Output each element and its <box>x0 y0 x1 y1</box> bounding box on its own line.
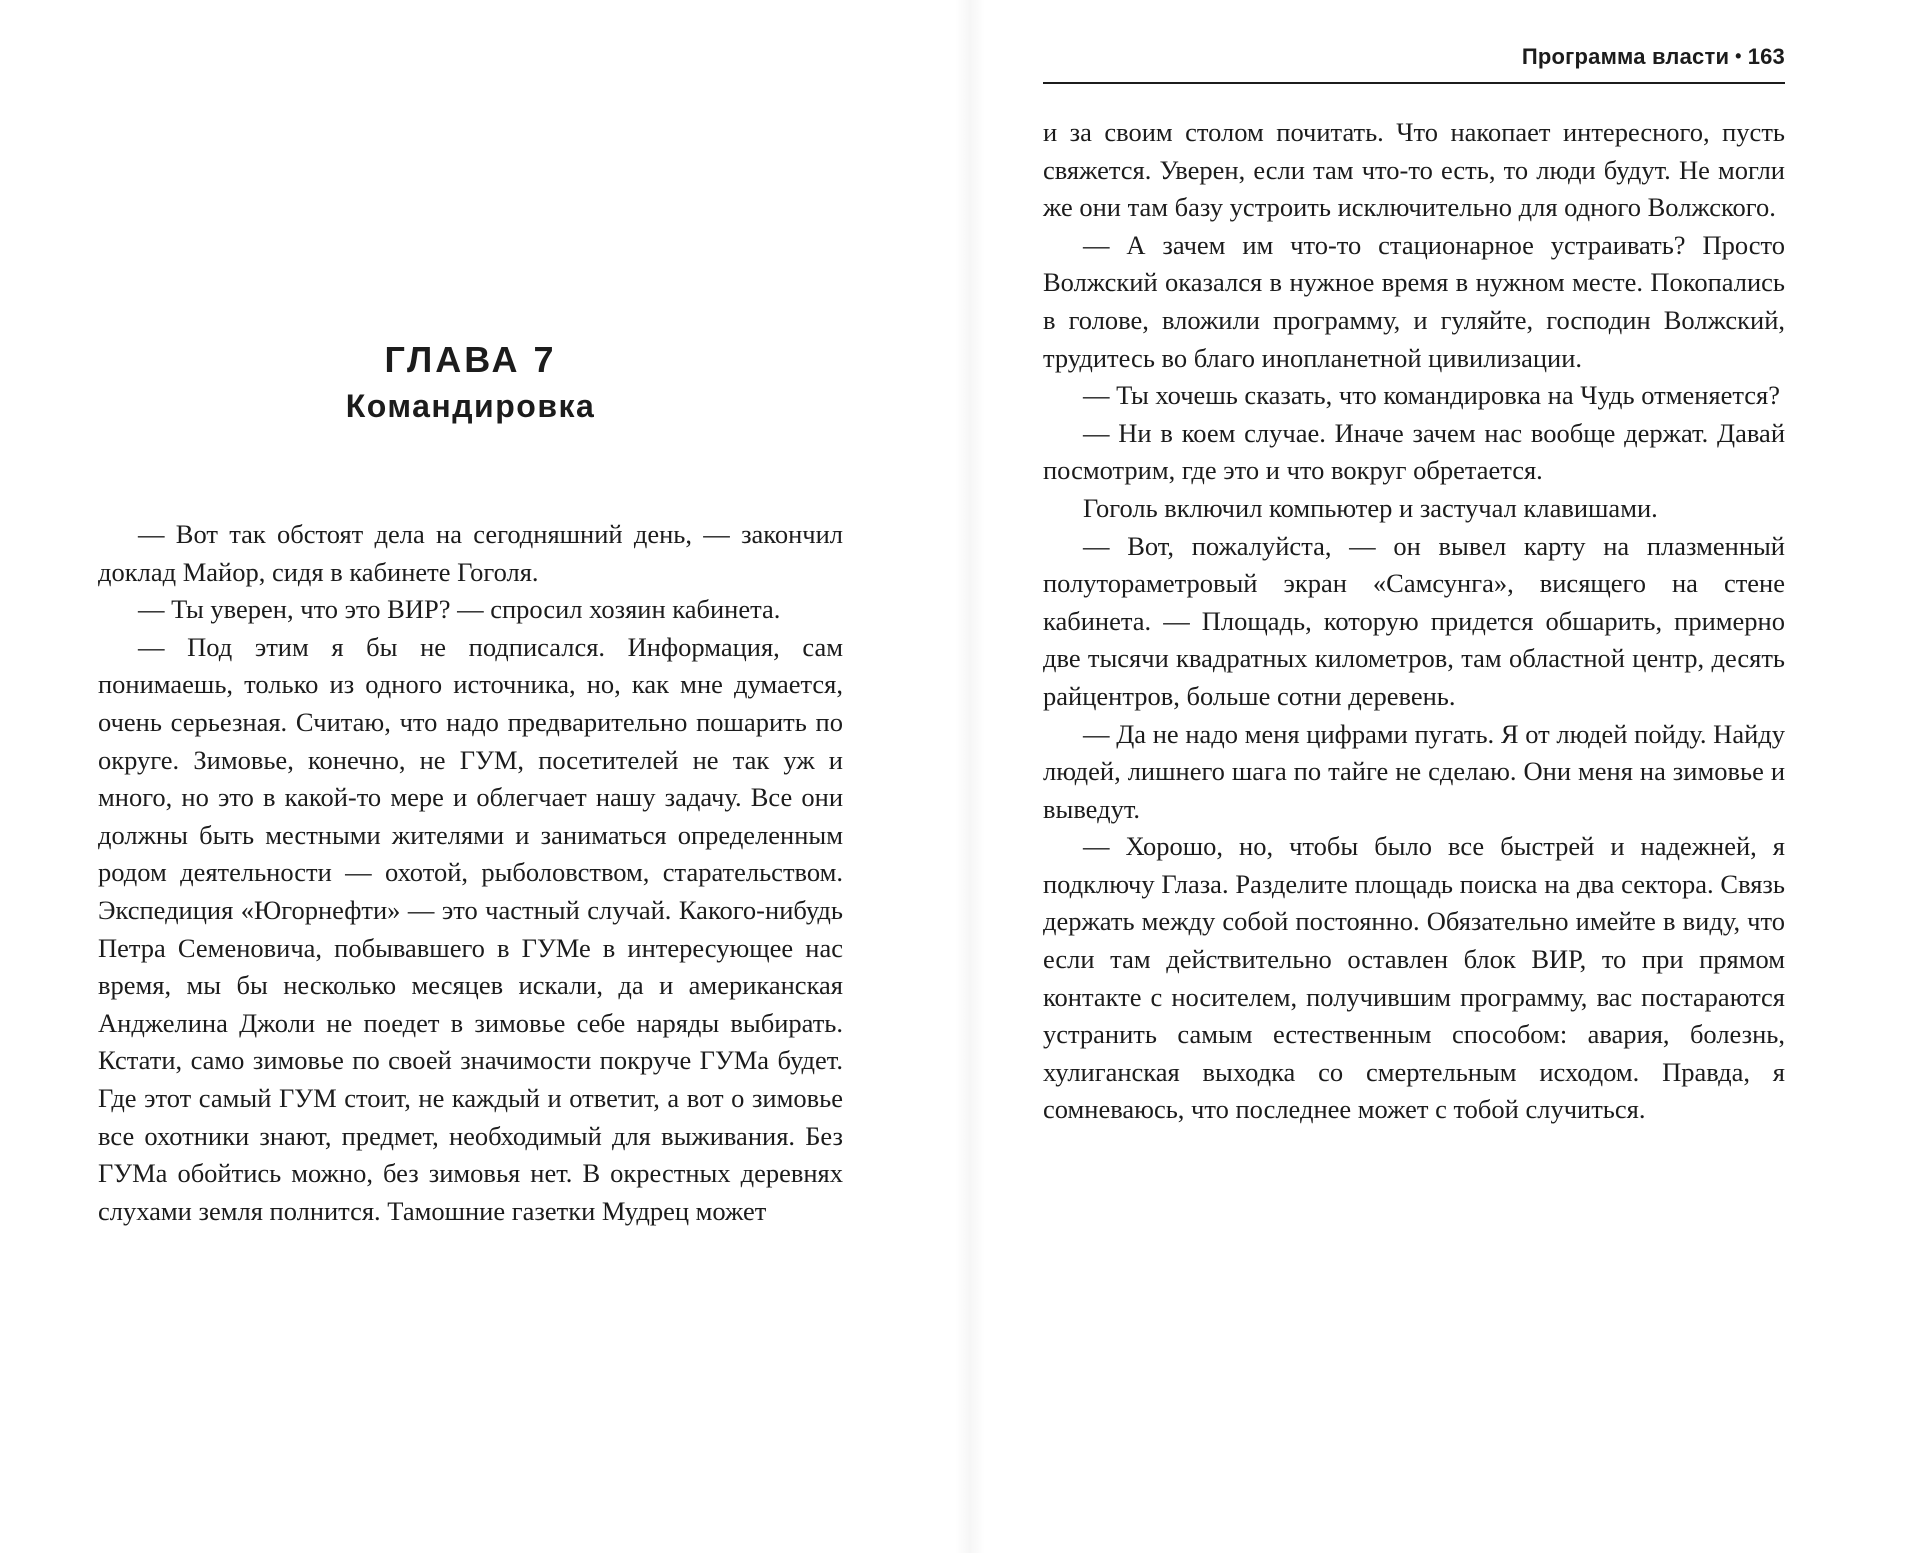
left-page <box>98 0 843 1553</box>
paragraph: — Вот так обстоят дела на сегодняшний день, — закончил доклад Майор, сидя в кабинете Гоголя. <box>98 519 843 587</box>
paragraph: — Под этим я бы не подписался. Информация, сам понимаешь, только из одного источника, но, как мне думается, очень серьезная. Считаю, что надо предварительно пошарить по округе. Зимовье, конечно, не ГУМ, посетителей не так уж и много, но это в какой-то мере и облегчает нашу задачу. Все они должны быть местными жителями и заниматься определенным родом деятельности — охотой, рыболовством, старательством. Экспедиция «Югорнефти» — это частный случай. Какого-нибудь Петра Семеновича, побывавшего в ГУМе в интересующее нас время, мы бы несколько месяцев искали, да и американская Анджелина Джоли не поедет в зимовье себе наряды выбирать. Кстати, само зимовье по своей значимости покруче ГУМа будет. Где этот самый ГУМ стоит, не каждый и ответит, а вот о зимовье все охотники знают, предмет, необходимый для выживания. Без ГУМа обойтись можно, без зимовья нет. В окрестных деревнях слухами земля полнится. Тамошние газетки Мудрец может <box>98 631 843 1226</box>
header-separator: • <box>1735 46 1742 66</box>
chapter-number: ГЛАВА 7 <box>384 339 557 380</box>
paragraph: — Ты хочешь сказать, что командировка на Чудь отменяется? <box>1083 380 1780 411</box>
running-header <box>1043 40 1785 84</box>
right-page <box>1043 0 1785 1553</box>
left-page-text <box>98 516 843 1230</box>
right-page-text <box>1043 114 1785 1129</box>
running-header-title: Программа власти <box>1521 44 1730 69</box>
paragraph: Гоголь включил компьютер и застучал клавишами. <box>1083 492 1658 523</box>
paragraph: — Вот, пожалуйста, — он вывел карту на плазменный полутораметровый экран «Самсунга», висящего на стене кабинета. — Площадь, которую придется обшарить, примерно две тысячи квадратных километров, там областной центр, десять райцентров, больше сотни деревень. <box>1043 530 1785 711</box>
paragraph: — А зачем им что-то стационарное устраивать? Просто Волжский оказался в нужное время в нужном месте. Покопались в голове, вложили программу, и гуляйте, господин Волжский, трудитесь во благо инопланетной цивилизации. <box>1043 229 1785 373</box>
chapter-title: Командировка <box>345 388 596 424</box>
page-number: 163 <box>1747 44 1785 69</box>
paragraph: — Хорошо, но, чтобы было все быстрей и надежней, я подключу Глаза. Разделите площадь поиска на два сектора. Связь держать между собой постоянно. Обязательно имейте в виду, что если там действительно оставлен блок ВИР, то при прямом контакте с носителем, получившим программу, вас постараются устранить самым естественным способом: авария, болезнь, хулиганская выходка со смертельным исходом. Правда, я сомневаюсь, что последнее может с тобой случиться. <box>1043 831 1785 1125</box>
paragraph: — Ты уверен, что это ВИР? — спросил хозяин кабинета. <box>138 594 781 625</box>
chapter-heading <box>98 338 843 428</box>
page-gutter <box>955 0 985 1553</box>
paragraph: — Да не надо меня цифрами пугать. Я от людей пойду. Найду людей, лишнего шага по тайге не сделаю. Они меня на зимовье и выведут. <box>1043 718 1785 824</box>
paragraph-continued: и за своим столом почитать. Что накопает интересного, пусть свяжется. Уверен, если там что-то есть, то люди будут. Не могли же они там базу устроить исключительно для одного Волжского. <box>1043 117 1785 223</box>
paragraph: — Ни в коем случае. Иначе зачем нас вообще держат. Давай посмотрим, где это и что вокруг обретается. <box>1043 417 1785 486</box>
